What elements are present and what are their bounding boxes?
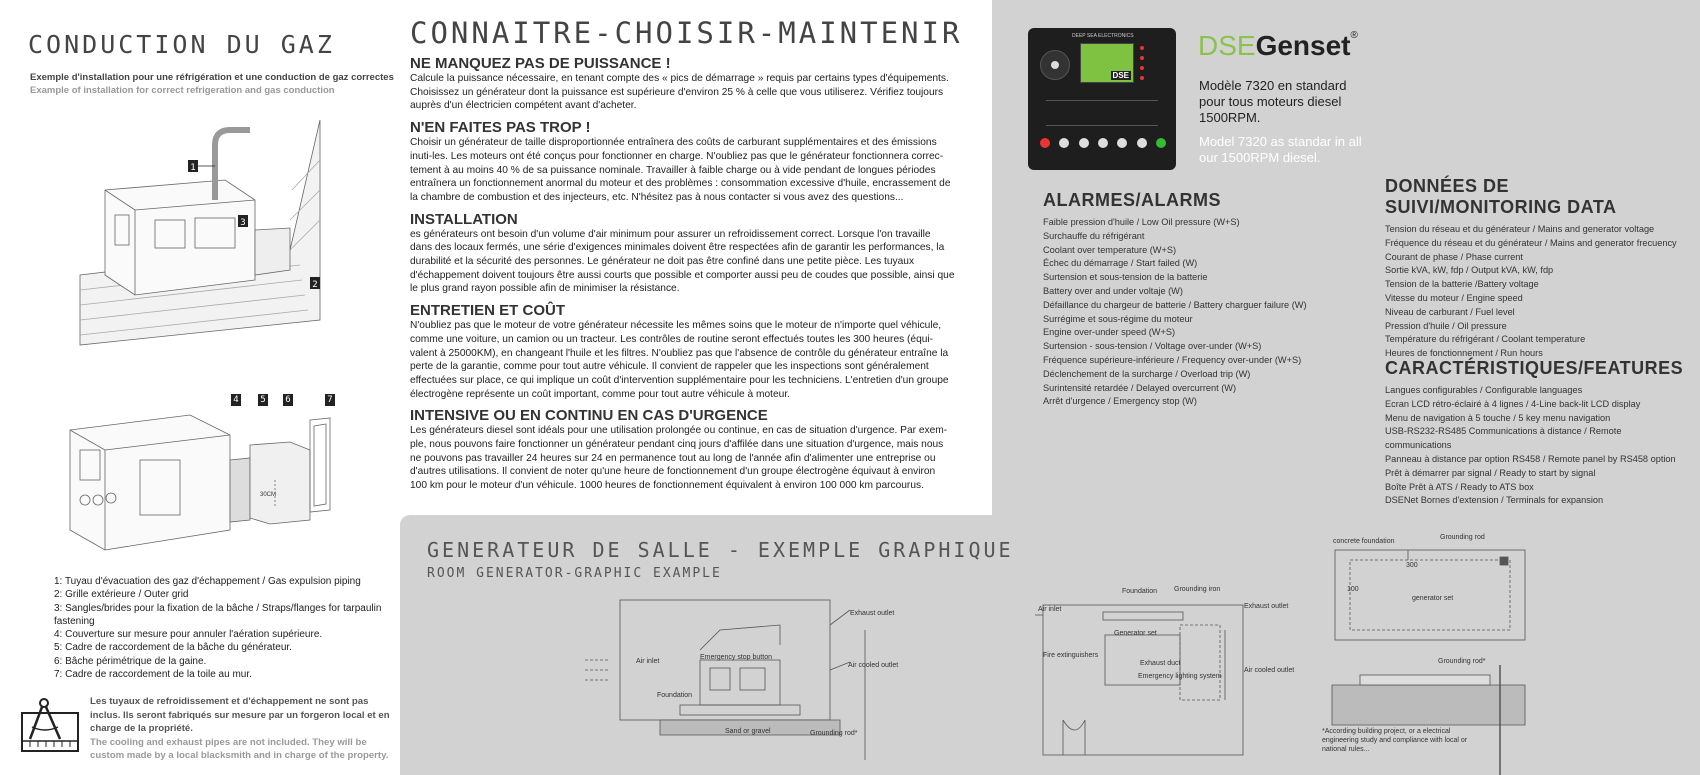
room-subtitle: ROOM GENERATOR-GRAPHIC EXAMPLE (427, 566, 722, 581)
list-item: Engine over-under speed (W+S) (1043, 327, 1176, 338)
list-item: Échec du démarrage / Start failed (W) (1043, 258, 1198, 269)
alarms-title: ALARMES/ALARMS (1043, 190, 1221, 210)
section-heading: N'EN FAITES PAS TROP ! (410, 119, 591, 137)
controller-device (1028, 28, 1176, 170)
section-text: N'oubliez pas que le moteur de votre générateur nécessite les mêmes soins que le moteur de n'importe quel véhicule, comme une voiture, un camion ou un tracteur. Les contrôles de routine seront effectués toutes les 300 heures (équi-valent à 25000KM), en changeant l'huile et les filtres. N'oubliez pas que l'absence de contrôle du générateur entraîne la perte de la garantie, comme pour tout autre véhicule. Il convient de rappeler que les inspections sont généralement effectuées sur place, ce qui implique un coût d'intervention supplémentaire pour les techniciens. L'entretien d'un groupe électrogène représente un coût important, comme pour tout autre véhicule à moteur. (410, 320, 949, 400)
list-item: Heures de fonctionnement / Run hours (1385, 348, 1543, 359)
marker-2: 2 (312, 280, 318, 290)
d1-air-cooled-label: Air cooled outlet (848, 662, 899, 669)
d3-note: *According building project, or a electrical engineering study and compliance with local or national rules... (1322, 728, 1468, 753)
legend-item: 3: Sangles/brides pour la fixation de la bâche / Straps/flanges for tarpaulin fastening (54, 602, 382, 627)
nav-pad-icon[interactable] (1040, 50, 1070, 80)
list-item: Température du réfrigérant / Coolant temperature (1385, 334, 1586, 345)
marker-6: 6 (283, 394, 293, 406)
note-en: The cooling and exhaust pipes are not included. They will be custom made by a local blacksmith and in charge of the property. (90, 736, 389, 761)
brand-logo (1198, 30, 1358, 62)
d2-air-cooled-label: Air cooled outlet (1244, 667, 1295, 674)
gas-subtitle-en: Example of installation for correct refrigeration and gas conduction (30, 85, 335, 96)
mains-button[interactable] (1117, 138, 1127, 148)
legend-item: 7: Cadre de raccordement de la toile au mur. (54, 669, 252, 681)
list-item: Surtension et sous-tension de la batterie (1043, 272, 1208, 283)
device-lcd (1080, 43, 1134, 83)
model-desc-en: Model 7320 as standar in all our 1500RPM diesel. (1199, 134, 1362, 165)
monitoring-list (1385, 223, 1685, 361)
section-text: es générateurs ont besoin d'un volume d'air minimum pour assurer un refroidissement correct. Lorsque l'on travaille dans des locaux fermés, une série d'exigences minimales doivent être respectées afin de garantir les performances, la durabilité et la sécurité des personnes. Le générateur ne doit pas être confiné dans une petite pièce. Les tuyaux d'échappement doivent toujours être aussi courts que possible et comporter aussi peu de coudes que possible, ainsi que le plus grand rayon possible afin de minimiser la résistance. (410, 228, 955, 295)
list-item: Arrêt d'urgence / Emergency stop (W) (1043, 396, 1197, 407)
d3-dim-b: 100 (1347, 586, 1359, 593)
legend-list (54, 575, 384, 681)
d1-exhaust-label: Exhaust outlet (850, 610, 895, 617)
list-item: Panneau à distance par option RS458 / Remote panel by RS458 option (1385, 453, 1676, 464)
room-diagram-side (580, 590, 920, 770)
list-item: Déclenchement de la surcharge / Overload trip (W) (1043, 368, 1251, 379)
d3-dim-a: 300 (1406, 562, 1418, 569)
brand-reg: ® (1350, 30, 1358, 41)
list-item: Coolant over temperature (W+S) (1043, 244, 1177, 255)
manual-button[interactable] (1059, 138, 1069, 148)
list-item: Fréquence supérieure-inférieure / Frequency over-under (W+S) (1043, 354, 1302, 365)
legend-item: 6: Bâche périmétrique de la gaine. (54, 655, 207, 667)
section-text: Calcule la puissance nécessaire, en tenant compte des « pics de démarrage » requis par certains types d'équipements. Choisissez un générateur dont la puissance est supérieure d'environ 25 % à celle que vous utiliserez. Vérifiez toujours auprès d'un électricien compétent avant d'acheter. (410, 73, 949, 112)
list-item: Tension de la batterie /Battery voltage (1385, 279, 1539, 290)
monitoring-title: DONNÉES DE SUIVI/MONITORING DATA (1385, 176, 1617, 217)
brand-dse: DSE (1198, 30, 1256, 61)
list-item: Sortie kVA, kW, fdp / Output kVA, kW, fdp (1385, 265, 1554, 276)
features-block (1385, 358, 1685, 508)
list-item: Prêt à démarrer par signal / Ready to start by signal (1385, 467, 1596, 478)
device-lcd-logo: DSE (1112, 71, 1129, 80)
list-item: Battery over and under voltaje (W) (1043, 285, 1183, 296)
room-title: GENERATEUR DE SALLE - EXEMPLE GRAPHIQUE (427, 538, 1014, 562)
d2-lighting-label: Emergency lighting system (1138, 673, 1222, 680)
list-item: Pression d'huile / Oil pressure (1385, 320, 1507, 331)
gen-button[interactable] (1137, 138, 1147, 148)
stop-button[interactable] (1040, 138, 1050, 148)
legend-item: 2: Grille extérieure / Outer grid (54, 589, 189, 601)
mimic-diagram (1046, 100, 1158, 126)
d3-genset-label: generator set (1412, 595, 1454, 602)
section-heading: INSTALLATION (410, 210, 518, 228)
d3-grounding-label: Grounding rod (1440, 534, 1485, 541)
d2-exhaust-label: Exhaust outlet (1244, 603, 1289, 610)
brand-genset: Genset (1255, 30, 1351, 61)
section-heading: INTENSIVE OU EN CONTINU EN CAS D'URGENCE (410, 407, 768, 425)
list-item: Vitesse du moteur / Engine speed (1385, 292, 1523, 303)
legend-item: 5: Cadre de raccordement de la bâche du générateur. (54, 642, 292, 654)
d2-grounding-iron-label: Grounding iron (1174, 586, 1221, 593)
gas-title: CONDUCTION DU GAZ (28, 30, 335, 59)
list-item: Surtension - sous-tension / Voltage over-under (W+S) (1043, 341, 1262, 352)
d1-grounding-label: Grounding rod* (810, 730, 858, 737)
legend-item: 1: Tuyau d'évacuation des gaz d'échappement / Gas expulsion piping (54, 576, 361, 587)
room-diagram-plan (1035, 590, 1295, 770)
list-item: Défaillance du chargeur de batterie / Battery charguer failure (W) (1043, 299, 1307, 310)
alarm-list (1043, 216, 1343, 409)
d2-fire-label: Fire extinguishers (1043, 652, 1099, 659)
features-title: CARACTÉRISTIQUES/FEATURES (1385, 358, 1684, 378)
gas-subtitle-fr: Exemple d'installation pour une réfrigération et une conduction de gaz correctes (30, 72, 394, 83)
d2-genset-label: Generator set (1114, 630, 1157, 637)
section-heading: NE MANQUEZ PAS DE PUISSANCE ! (410, 55, 671, 72)
marker-7: 7 (325, 394, 335, 406)
auto-button[interactable] (1079, 138, 1089, 148)
control-buttons (1040, 138, 1166, 148)
features-list (1385, 384, 1685, 508)
d1-estop-label: Emergency stop button (700, 654, 772, 661)
list-item: Ecran LCD rétro-éclairé à 4 lignes / 4-Line back-lit LCD display (1385, 398, 1641, 409)
section-heading: ENTRETIEN ET COÛT (410, 302, 566, 320)
list-item: Courant de phase / Phase current (1385, 251, 1523, 262)
marker-1: 1 (190, 163, 196, 173)
list-item: Tension du réseau et du générateur / Mains and generator voltage (1385, 224, 1655, 234)
marker-5: 5 (258, 394, 268, 406)
middle-column (400, 0, 992, 515)
d3-concrete-label: concrete foundation (1333, 538, 1395, 545)
left-column (0, 0, 400, 775)
section-text: Choisir un générateur de taille disproportionnée entraînera des coûts de carburant supplémentaires et des émissions inuti-les. Les moteurs ont été conçus pour fonctionner en charge. N'oubliez pas que le générateur fonctionnera correc-tement à au moins 40 % de sa puissance nominale. Travailler à faible charge ou à vide pendant de longues périodes entraînera un fonctionnement anormal du moteur et des problèmes : consommation excessive d'huile, encrassement de la chambre de combustion et des injecteurs, etc. N'hésitez pas à nous contacter si vous avez des questions... (410, 137, 951, 203)
list-item: Menu de navigation à 5 touche / 5 key menu navigation (1385, 412, 1611, 423)
installation-drawing-bottom (60, 390, 370, 580)
list-item: Surintensité retardée / Delayed overcurrent (W) (1043, 382, 1237, 393)
alarms-block (1043, 190, 1343, 409)
list-item: USB-RS232-RS485 Communications à distance / Remote communications (1385, 426, 1622, 451)
installation-drawing-top (40, 100, 360, 350)
legend-item: 4: Couverture sur mesure pour annuler l'aération supérieure. (54, 629, 323, 641)
section-text: Les générateurs diesel sont idéals pour une utilisation prolongée ou continue, en cas de situation d'urgence. Par exem-ple, nous pouvons faire fonctionner un générateur pendant cinq jours d'affilée dans une situation d'urgence, mais nous ne pouvons pas travailler 24 heures sur 24 en permanence tout au long de l'année afin d'alimenter une entreprise ou d'autres utilisations. Il convient de noter qu'une heure de fonctionnement d'un groupe électrogène équivaut à environ 100 km pour le moteur d'un véhicule. 1000 heures de fonctionnement équivalent à environ 100 000 km parcourus. (410, 425, 948, 492)
list-item: Faible pression d'huile / Low Oil pressure (W+S) (1043, 217, 1240, 227)
start-button[interactable] (1156, 138, 1166, 148)
monitoring-block (1385, 176, 1685, 361)
list-item: Fréquence du réseau et du générateur / Mains and generator frecuency (1385, 237, 1677, 248)
d1-sand-label: Sand or gravel (725, 728, 771, 735)
d2-foundation-label: Foundation (1122, 588, 1158, 595)
list-item: DSENet Bornes d'extension / Terminals for expansion (1385, 495, 1604, 506)
list-item: Niveau de carburant / Fuel level (1385, 306, 1515, 317)
d3-grounding2-label: Grounding rod* (1438, 658, 1486, 665)
knowledge-title: CONNAITRE-CHOISIR-MAINTENIR (410, 16, 963, 50)
list-item: Boîte Prêt à ATS / Ready to ATS box (1385, 481, 1534, 492)
list-item: Surchauffe du réfrigérant (1043, 230, 1145, 241)
list-item: Langues configurables / Configurable languages (1385, 385, 1583, 395)
d2-exhaust-duct-label: Exhaust duct (1140, 660, 1181, 667)
status-leds (1140, 46, 1144, 80)
note-block (90, 695, 390, 763)
d1-foundation-label: Foundation (657, 692, 693, 699)
compass-ruler-icon (18, 693, 82, 755)
list-item: Surrégime et sous-régime du moteur (1043, 313, 1193, 324)
model-desc-fr: Modèle 7320 en standard pour tous moteurs diesel 1500RPM. (1199, 78, 1347, 125)
device-header: DEEP SEA ELECTRONICS (1072, 33, 1134, 39)
d1-air-inlet-label: Air inlet (636, 658, 660, 665)
marker-4: 4 (231, 394, 241, 406)
note-fr: Les tuyaux de refroidissement et d'échappement ne sont pas inclus. Ils seront fabriqués sur mesure par un forgeron local et en charge de la propriété. (90, 696, 390, 734)
marker-3: 3 (240, 218, 246, 228)
d2-air-inlet-label: Air inlet (1038, 606, 1062, 613)
text-sections (410, 55, 955, 499)
test-button[interactable] (1098, 138, 1108, 148)
dim-label: 30CM (260, 492, 277, 498)
